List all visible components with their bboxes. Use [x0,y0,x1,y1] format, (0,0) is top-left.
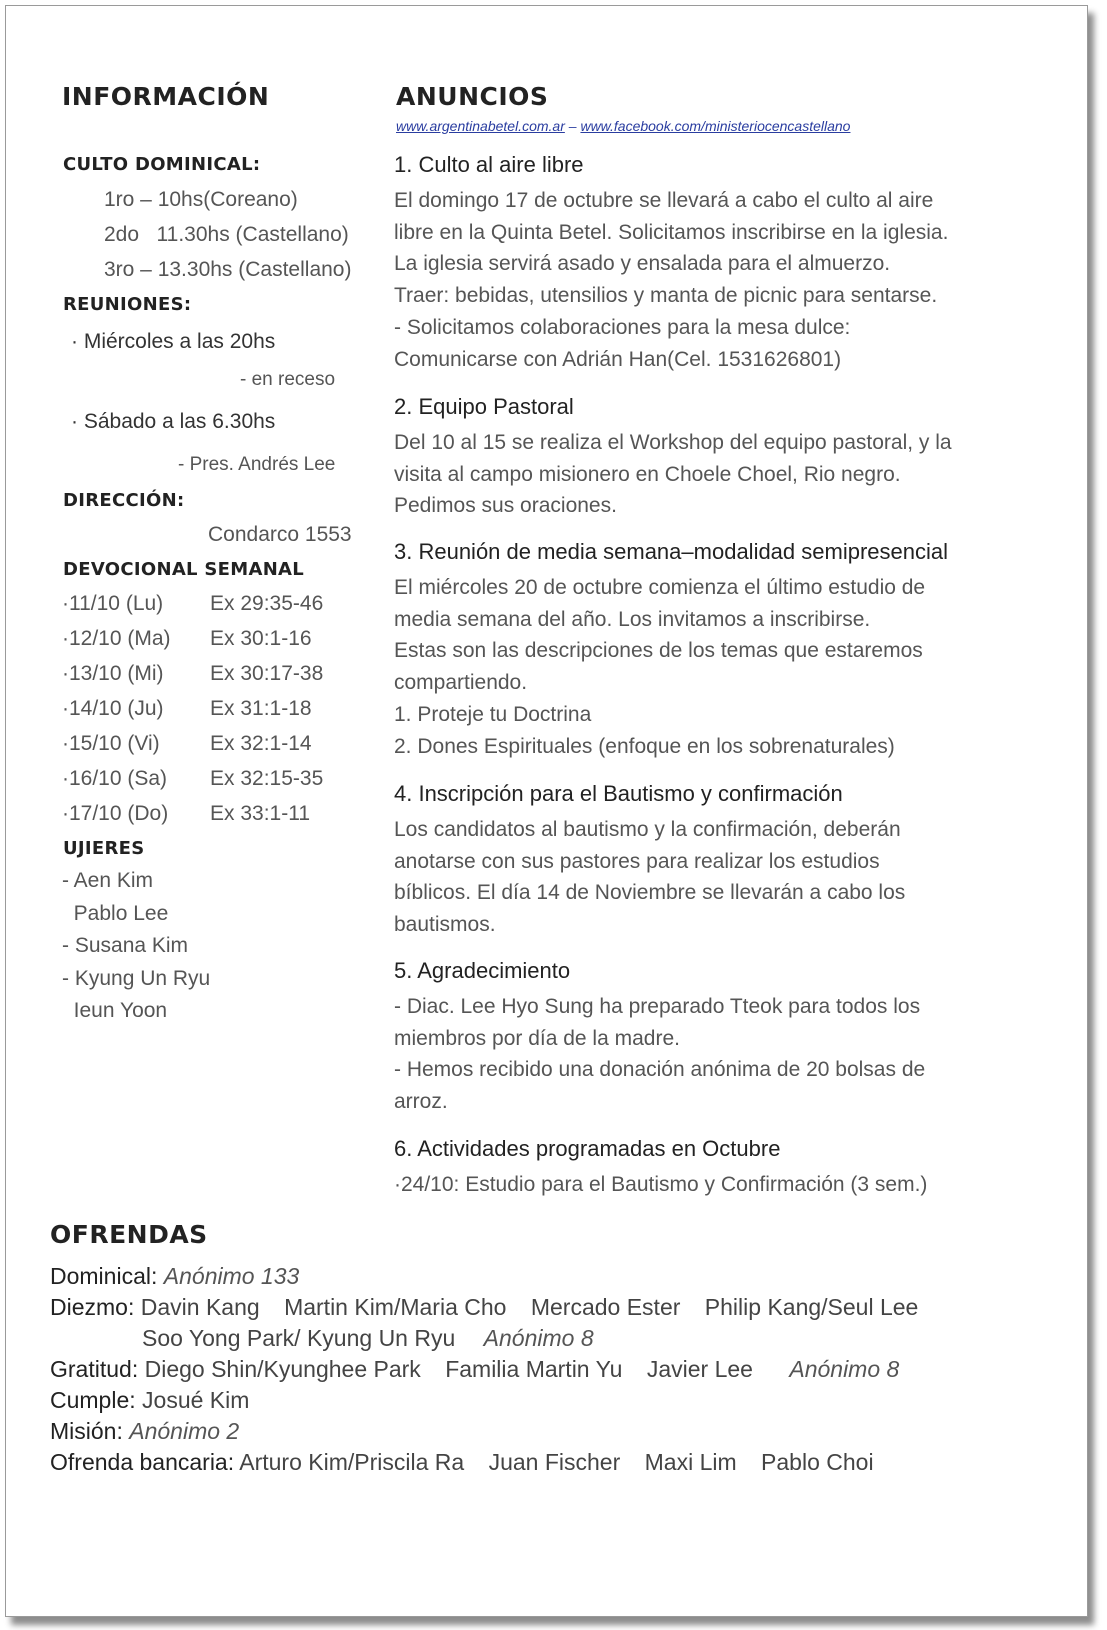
anuncio-line: 1. Proteje tu Doctrina [394,702,592,726]
diezmo-name: Soo Yong Park/ Kyung Un Ryu [142,1325,456,1351]
diezmo-anon: Anónimo 8 [483,1325,594,1351]
devocional-heading: DEVOCIONAL SEMANAL [63,559,305,580]
anuncios-title: ANUNCIOS [396,82,549,111]
anuncio-line: 2. Dones Espirituales (enfoque en los sobrenaturales) [394,734,895,758]
anuncio-line: media semana del año. Los invitamos a inscribirse. [394,607,871,631]
anuncio-line: Estas son las descripciones de los temas que estaremos [394,639,923,663]
reunion-item-1: · Miércoles a las 20hs [71,330,276,353]
devocional-date: ·17/10 (Do) [62,802,169,825]
anuncio-line: Comunicarse con Adrián Han(Cel. 1531626801) [394,347,842,371]
culto-line-1: 1ro – 10hs(Coreano) [104,188,298,211]
devocional-ref: Ex 30:17-38 [210,662,324,685]
ofrendas-title: OFRENDAS [50,1220,208,1249]
ofrenda-diezmo-2 [142,1325,594,1352]
diezmo-name: Martin Kim/Maria Cho [284,1294,507,1320]
anuncio-line: El domingo 17 de octubre se llevará a cabo el culto al aire [394,189,934,212]
gratitud-name: Diego Shin/Kyunghee Park [144,1356,421,1382]
anuncio-line: - Hemos recibido una donación anónima de 20 bolsas de [394,1058,926,1082]
devocional-ref: Ex 33:1-11 [210,802,311,825]
info-title: INFORMACIÓN [62,82,270,111]
devocional-ref: Ex 32:1-14 [210,732,312,755]
ujier-name: - Kyung Un Ryu [62,966,211,990]
devocional-date: ·11/10 (Lu) [62,592,164,615]
direccion-heading: DIRECCIÓN: [63,490,185,511]
dominical-label: Dominical: [50,1263,158,1289]
reunion-item-2-note: - Pres. Andrés Lee [178,454,336,475]
anuncio-title: 2. Equipo Pastoral [394,394,574,419]
reunion-item-1-note: - en receso [240,369,336,390]
anuncio-line: Pedimos sus oraciones. [394,494,617,518]
ujier-name: - Susana Kim [62,934,189,957]
ofrenda-cumple [50,1387,249,1414]
ujier-name: Ieun Yoon [62,999,168,1022]
anuncio-line: Los candidatos al bautismo y la confirmación, deberán [394,818,901,841]
anuncio-line: libre en la Quinta Betel. Solicitamos inscribirse en la iglesia. [394,220,949,244]
ujier-name: Pablo Lee [62,901,169,925]
devocional-date: ·12/10 (Ma) [62,627,171,650]
gratitud-name: Javier Lee [646,1356,753,1382]
anuncio-title: 5. Agradecimiento [394,958,571,983]
link-separator: – [564,118,581,134]
anuncio-line: El miércoles 20 de octubre comienza el último estudio de [394,576,926,599]
anuncios-links [396,118,850,134]
anuncio-line: compartiendo. [394,671,528,695]
gratitud-anon: Anónimo 8 [789,1356,900,1382]
ujier-name: - Aen Kim [62,869,154,892]
ujieres-heading: UJIERES [63,838,145,859]
mision-value: Anónimo 2 [129,1418,240,1444]
diezmo-name: Davin Kang [140,1294,260,1320]
direccion-value: Condarco 1553 [208,523,352,546]
ofrenda-diezmo [50,1294,918,1321]
ofrenda-mision [50,1418,239,1445]
website-link[interactable]: www.argentinabetel.com.ar [396,118,565,134]
devocional-ref: Ex 31:1-18 [210,697,312,720]
devocional-ref: Ex 30:1-16 [210,627,312,650]
anuncio-title: 3. Reunión de media semana–modalidad semipresencial [394,539,948,564]
culto-line-2: 2do 11.30hs (Castellano) [104,223,349,246]
anuncio-line: visita al campo misionero en Choele Choel, Rio negro. [394,462,901,486]
devocional-date: ·14/10 (Ju) [62,697,164,720]
devocional-ref: Ex 29:35-46 [210,592,324,615]
anuncio-line: bautismos. [394,913,496,937]
dominical-value: Anónimo 133 [163,1263,300,1289]
anuncio-title: 6. Actividades programadas en Octubre [394,1136,781,1161]
devocional-date: ·16/10 (Sa) [62,767,168,790]
cumple-value: Josué Kim [142,1387,250,1413]
diezmo-name: Philip Kang/Seul Lee [704,1294,919,1320]
bancaria-name: Juan Fischer [488,1449,621,1475]
devocional-date: ·13/10 (Mi) [62,662,164,685]
cumple-label: Cumple: [50,1387,136,1413]
mision-label: Misión: [50,1418,123,1444]
anuncio-line: ·24/10: Estudio para el Bautismo y Confirmación (3 sem.) [394,1173,928,1196]
devocional-date: ·15/10 (Vi) [62,732,160,755]
facebook-link[interactable]: www.facebook.com/ministeriocencastellano [580,118,851,134]
reuniones-heading: REUNIONES: [63,294,192,315]
anuncio-line: bíblicos. El día 14 de Noviembre se llevarán a cabo los [394,881,906,905]
diezmo-label: Diezmo: [50,1294,135,1320]
diezmo-name: Mercado Ester [530,1294,681,1320]
ofrenda-gratitud [50,1356,899,1383]
bancaria-label: Ofrenda bancaria: [50,1449,235,1475]
gratitud-name: Familia Martin Yu [445,1356,623,1382]
anuncio-line: Del 10 al 15 se realiza el Workshop del equipo pastoral, y la [394,431,952,454]
culto-line-3: 3ro – 13.30hs (Castellano) [104,258,352,281]
anuncio-title: 1. Culto al aire libre [394,152,584,177]
reunion-item-2: · Sábado a las 6.30hs [71,410,276,433]
culto-heading: CULTO DOMINICAL: [63,154,261,175]
anuncio-line: anotarse con sus pastores para realizar los estudios [394,849,880,873]
anuncio-title: 4. Inscripción para el Bautismo y confirmación [394,781,843,806]
bancaria-name: Maxi Lim [644,1449,737,1475]
anuncio-line: Traer: bebidas, utensilios y manta de picnic para sentarse. [394,284,938,308]
devocional-ref: Ex 32:15-35 [210,767,324,790]
anuncio-line: miembros por día de la madre. [394,1026,680,1050]
ofrenda-dominical [50,1263,299,1290]
anuncio-line: arroz. [394,1090,448,1114]
gratitud-label: Gratitud: [50,1356,139,1382]
bancaria-name: Pablo Choi [761,1449,874,1475]
anuncio-line: - Diac. Lee Hyo Sung ha preparado Tteok para todos los [394,995,921,1018]
anuncio-line: - Solicitamos colaboraciones para la mesa dulce: [394,315,851,339]
anuncio-line: La iglesia servirá asado y ensalada para el almuerzo. [394,252,891,276]
ofrenda-bancaria [50,1449,874,1476]
bancaria-name: Arturo Kim/Priscila Ra [239,1449,465,1475]
